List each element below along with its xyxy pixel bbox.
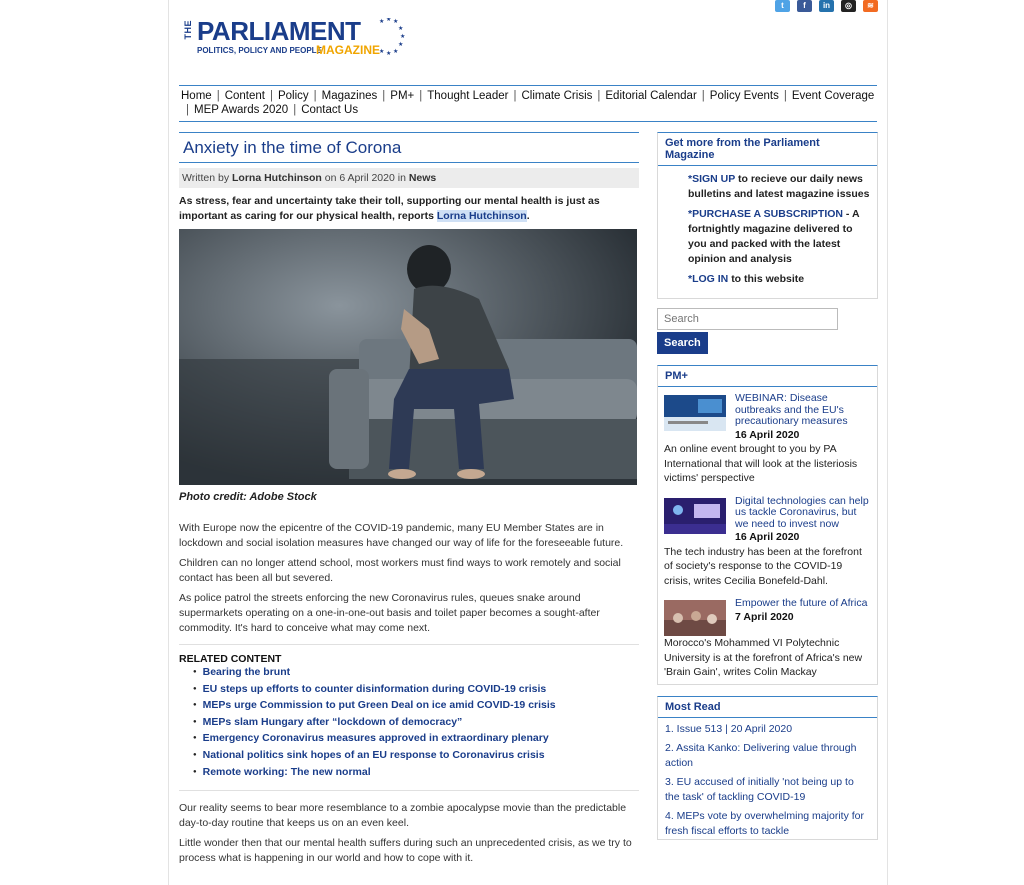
related-list [193,665,639,781]
most-read-box [657,696,878,840]
nav-item[interactable] [181,103,288,117]
related-link[interactable]: ● Bearing the brunt [193,665,639,682]
divider [179,644,639,645]
pm-date: 7 April 2020 [735,610,794,623]
search-input[interactable] [657,308,838,330]
svg-text:★: ★ [379,49,385,55]
lead-author[interactable]: Lorna Hutchinson [436,210,527,222]
related-link[interactable]: ● Remote working: The new normal [193,765,639,782]
pm-item [658,490,877,593]
pm-desc: Morocco's Mohammed VI Polytechnic University is at the forefront of Africa's new 'Brain Gain', writes Colin Mackay [664,637,863,678]
subscribe-link[interactable]: *PURCHASE A SUBSCRIPTION [688,208,843,220]
article [179,132,639,871]
related-content [179,653,639,781]
nav-item[interactable] [779,89,874,103]
most-read-item[interactable]: 4. MEPs vote by overwhelming majority for fresh fiscal efforts to tackle [665,809,864,837]
nav-item[interactable] [697,89,779,103]
promo-heading: Get more from the Parliament Magazine [658,133,877,166]
related-link[interactable]: ● MEPs urge Commission to put Green Deal on ice amid COVID-19 crisis [193,698,639,715]
pm-date: 16 April 2020 [735,428,800,441]
nav-link[interactable]: MEP Awards 2020 [194,104,289,116]
paragraph: Children can no longer attend school, most workers must find ways to work remotely and social contact has been all but severed. [179,557,621,584]
linkedin-icon[interactable]: in [819,0,834,12]
photo-illustration [179,229,637,485]
nav-item[interactable] [309,89,378,103]
article-photo [179,229,637,485]
svg-text:★: ★ [398,42,404,48]
svg-text:★: ★ [379,19,385,25]
svg-text:★: ★ [386,18,392,23]
byline-section[interactable]: News [408,172,437,184]
related-heading: RELATED CONTENT [179,653,282,665]
photo-credit: Photo credit: Adobe Stock [179,491,317,503]
svg-text:★: ★ [400,34,406,40]
nav-item[interactable] [508,89,592,103]
nav-link[interactable]: Event Coverage [791,90,875,102]
logo-magazine: MAGAZINE [316,43,380,57]
promo-content [658,166,877,298]
search-button[interactable]: Search [657,332,708,354]
nav-item[interactable] [377,89,414,103]
nav-item[interactable] [181,89,212,103]
nav-separator: | [513,90,517,102]
logo-title: PARLIAMENT [197,16,361,46]
nav-link[interactable]: PM+ [390,90,415,102]
instagram-icon[interactable]: ◎ [841,0,856,12]
nav-item[interactable] [592,89,696,103]
most-read-item[interactable]: 1. Issue 513 | 20 April 2020 [665,722,793,735]
nav-separator: | [382,90,386,102]
signup-link[interactable]: *SIGN UP [688,173,736,185]
nav-separator: | [186,104,189,116]
nav-link[interactable]: Climate Crisis [521,90,593,102]
pm-title[interactable]: WEBINAR: Disease outbreaks and the EU's precautionary measures [735,392,848,427]
logo-the: THE [183,20,193,40]
pm-plus-box [657,365,878,685]
nav-link[interactable]: Policy [277,90,309,102]
nav-separator: | [419,90,423,102]
nav-link[interactable]: Editorial Calendar [605,90,697,102]
paragraph: As police patrol the streets enforcing the new Coronavirus rules, queues snake around supermarkets operating on a one-in-one-out basis and toilet paper becomes a sought-after commodity. It's hard to conceive what may come next. [179,592,600,634]
nav-list [181,89,875,117]
pm-desc: An online event brought to you by PA International that will look at the listeriosis victims' perspective [664,443,858,484]
nav-separator: | [701,90,705,102]
most-read-item[interactable]: 3. EU accused of initially 'not being up to the task' of tackling COVID-19 [665,775,854,803]
byline-author[interactable]: Lorna Hutchinson [232,172,322,184]
signup-text: to recieve our daily news bulletins and latest magazine issues [688,173,870,200]
nav-item[interactable] [288,103,358,117]
nav-link[interactable]: Contact Us [301,104,359,116]
article-title: Anxiety in the time of Corona [179,132,639,163]
related-link[interactable]: ● EU steps up efforts to counter disinformation during COVID-19 crisis [193,682,639,699]
lead-text: As stress, fear and uncertainty take their toll, supporting our mental health is just as important as caring for our physical health, reports [179,195,600,222]
nav-separator: | [313,90,317,102]
twitter-icon[interactable]: t [775,0,790,12]
pm-item [658,387,877,490]
byline-date: on 6 April 2020 in [324,172,406,184]
login-link[interactable]: *LOG IN [688,273,729,285]
article-lead [179,194,639,224]
related-link[interactable]: ● MEPs slam Hungary after “lockdown of democracy” [193,715,639,732]
most-read-list [658,718,877,839]
most-read-item[interactable]: 2. Assita Kanko: Delivering value through action [665,741,857,769]
article-body-continued [179,801,639,866]
site-logo[interactable] [183,16,406,62]
logo-tagline: POLITICS, POLICY AND PEOPLE [197,46,322,55]
sidebar [657,132,878,840]
most-read-heading: Most Read [658,697,877,718]
page-container [168,0,888,885]
lead-end: . [526,210,530,222]
nav-link[interactable]: Content [224,90,265,102]
paragraph: With Europe now the epicentre of the COVID-19 pandemic, many EU Member States are in lockdown and social isolation measures have changed our way of life for the foreseeable future. [179,522,624,549]
nav-link[interactable]: Home [181,90,212,102]
subscribe-text: - A fortnightly magazine delivered to you and packed with the latest opinion and analysis [688,208,860,265]
facebook-icon[interactable]: f [797,0,812,12]
byline-prefix: Written by [182,172,230,184]
pm-thumbnail[interactable] [664,395,726,431]
paragraph: Our reality seems to bear more resemblance to a zombie apocalypse movie than the predictable day-to-day routine that keeps us on an even keel. [179,802,627,830]
pm-title[interactable]: Digital technologies can help us tackle Coronavirus, but we need to invest now [735,494,869,530]
svg-text:★: ★ [386,51,392,57]
promo-box [657,132,878,299]
related-link[interactable]: ● National politics sink hopes of an EU response to Coronavirus crisis [193,748,639,765]
pm-desc: The tech industry has been at the forefront of society's response to the COVID-19 crisis, writes Cecilia Bonefeld-Dahl. [664,545,862,587]
svg-text:★: ★ [393,19,399,25]
nav-link[interactable]: Policy Events [709,90,779,102]
nav-link[interactable]: Thought Leader [427,90,509,102]
main-nav [179,85,877,122]
pm-date: 16 April 2020 [735,531,800,543]
social-links [775,0,878,12]
nav-separator: | [269,90,273,102]
nav-link[interactable]: Magazines [321,90,378,102]
nav-separator: | [216,90,220,102]
article-body [179,521,639,636]
pm-thumbnail[interactable] [664,600,726,636]
pm-item [658,592,877,684]
nav-separator: | [783,90,787,102]
nav-item[interactable] [212,89,265,103]
related-link[interactable]: ● Emergency Coronavirus measures approved in extraordinary plenary [193,731,639,748]
pm-title[interactable]: Empower the future of Africa [735,597,868,609]
paragraph: Little wonder then that our mental health suffers during such an unprecedented crisis, as we try to process what is happening in our world and how to cope with it. [179,837,632,865]
pm-heading: PM+ [658,366,877,387]
rss-icon[interactable]: ≋ [863,0,878,12]
byline [179,168,639,188]
svg-text:★: ★ [393,49,399,55]
nav-item[interactable] [414,89,508,103]
nav-separator: | [293,104,297,116]
nav-separator: | [597,90,601,102]
pm-thumbnail[interactable] [664,498,726,534]
eu-stars-icon [379,18,409,58]
nav-item[interactable] [265,89,309,103]
svg-text:★: ★ [398,26,404,32]
login-text: to this website [731,273,805,285]
divider [179,790,639,791]
